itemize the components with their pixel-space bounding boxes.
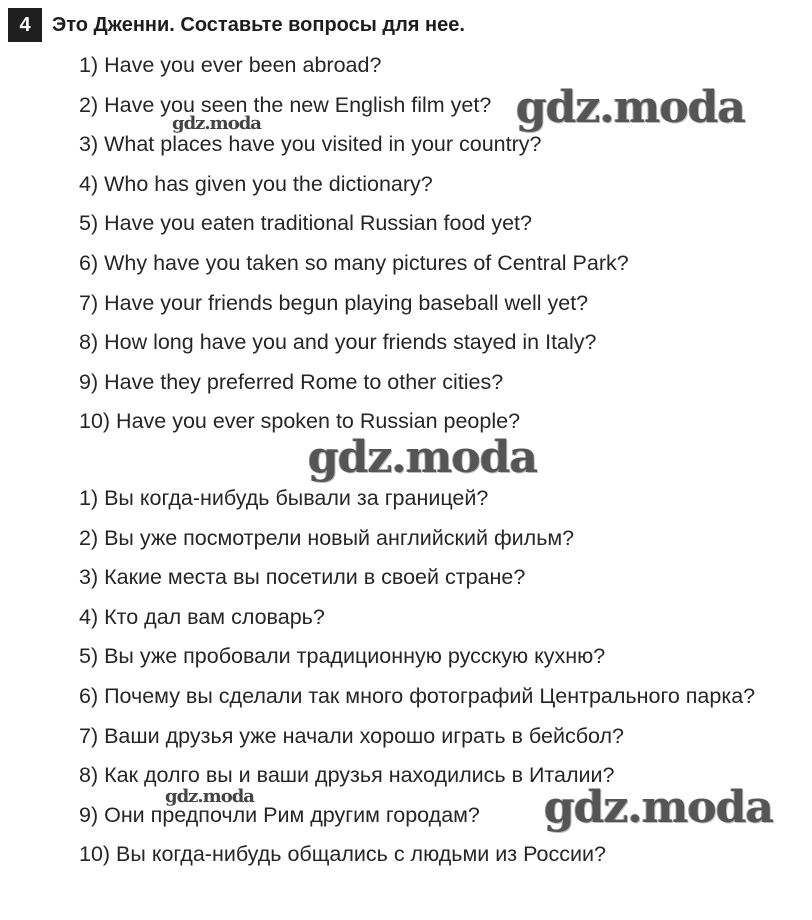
list-item: 9) Have they preferred Rome to other cities? [79,369,504,394]
task-header [8,8,465,42]
watermark: gdz.moda [172,113,261,134]
task-number-badge: 4 [8,8,42,42]
watermark: gdz.moda [308,432,538,483]
watermark: gdz.moda [516,82,746,133]
list-item: 7) Have your friends begun playing baseball well yet? [79,290,589,315]
list-item: 3) Какие места вы посетили в своей стране? [79,565,526,590]
list-item: 6) Why have you taken so many pictures of Central Park? [79,250,629,275]
list-item: 6) Почему вы сделали так много фотографий Центрального парка? [79,683,756,708]
list-item: 10) Вы когда-нибудь общались с людьми из России? [79,842,606,867]
list-item: 4) Кто дал вам словарь? [79,604,325,629]
list-item: 4) Who has given you the dictionary? [79,171,433,196]
list-item: 8) Как долго вы и ваши друзья находились в Италии? [79,763,615,788]
task-title: Это Дженни. Составьте вопросы для нее. [52,13,465,36]
list-item: 5) Have you eaten traditional Russian food yet? [79,211,532,236]
watermark: gdz.moda [544,782,774,833]
list-item: 5) Вы уже пробовали традиционную русскую кухню? [79,644,606,669]
list-item: 7) Ваши друзья уже начали хорошо играть в бейсбол? [79,723,625,748]
list-item: 2) Вы уже посмотрели новый английский фильм? [79,525,575,550]
watermark: gdz.moda [165,786,254,807]
list-item: 9) Они предпочли Рим другим городам? [79,802,480,827]
list-item: 8) How long have you and your friends stayed in Italy? [79,330,597,355]
list-item: 2) Have you seen the new English film yet? [79,92,492,117]
list-item: 1) Вы когда-нибудь бывали за границей? [79,486,489,510]
list-item: 10) Have you ever spoken to Russian people? [79,409,521,434]
list-item: 1) Have you ever been abroad? [79,53,382,77]
list-item: 3) What places have you visited in your country? [79,132,542,157]
